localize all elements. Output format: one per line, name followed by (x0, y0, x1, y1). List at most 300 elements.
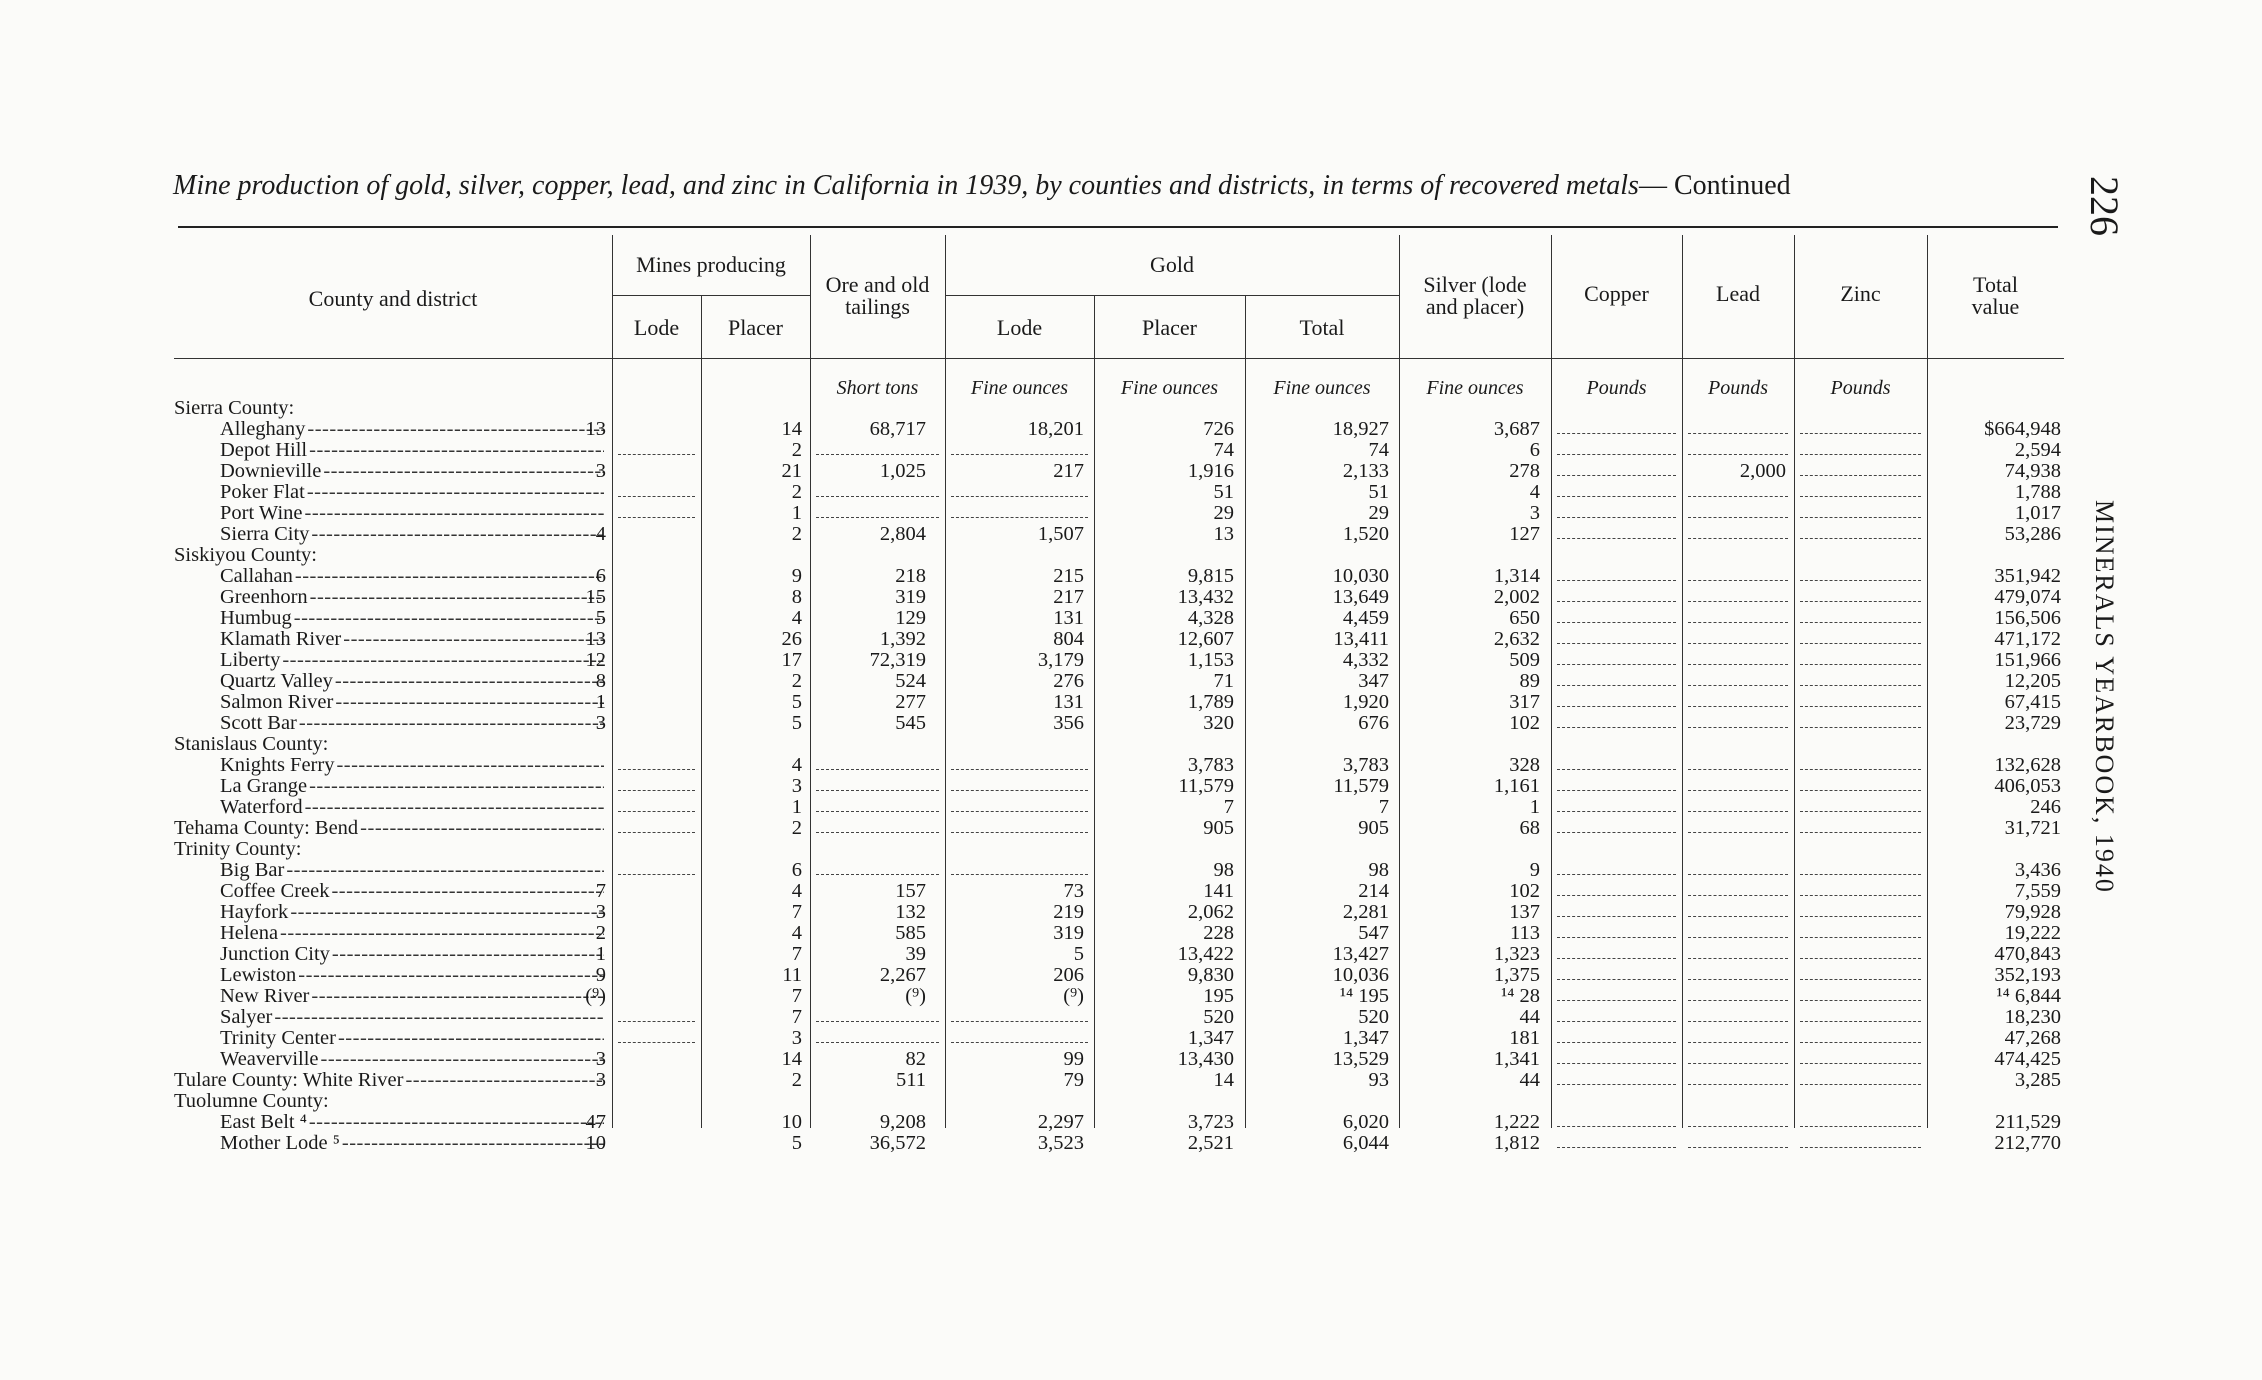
district-name: Klamath River ----- (174, 629, 604, 650)
cell-total: 47,268 (2004, 1027, 2061, 1049)
empty-cell-leader (951, 769, 1088, 770)
empty-cell-leader (1800, 811, 1921, 812)
district-name: East Belt ⁴ ----- (174, 1112, 604, 1133)
cell-gold-lode: 3,179 (1037, 649, 1084, 671)
unit-ore: Short tons (836, 377, 919, 399)
district-name: Big Bar ----- (174, 860, 604, 881)
table-row (174, 461, 2064, 482)
empty-cell-leader (1800, 643, 1921, 644)
cell-ore: 132 (895, 901, 926, 923)
district-name: Callahan ----- (174, 566, 604, 587)
header-gold-lode: Lode (996, 315, 1043, 340)
cell-gold-total: 1,347 (1342, 1027, 1389, 1049)
cell-gold-placer: 905 (1203, 817, 1234, 839)
cell-silver: 102 (1509, 712, 1540, 734)
empty-cell-leader (1800, 517, 1921, 518)
county-heading-row (174, 398, 2064, 419)
empty-cell-leader (816, 496, 939, 497)
empty-cell-leader (1557, 538, 1676, 539)
cell-gold-lode: 1,507 (1037, 523, 1084, 545)
unit-gold-total: Fine ounces (1273, 377, 1371, 399)
cell-silver: 127 (1509, 523, 1540, 545)
cell-gold-lode: 217 (1053, 460, 1084, 482)
cell-ore: 2,804 (879, 523, 926, 545)
cell-gold-lode: 18,201 (1027, 418, 1084, 440)
cell-gold-total: 6,020 (1342, 1111, 1389, 1133)
table-row (174, 1049, 2064, 1070)
cell-total: 352,193 (1994, 964, 2061, 986)
table-title (173, 170, 2058, 202)
district-name: Alleghany ----- (174, 419, 604, 440)
cell-total: 7,559 (2014, 880, 2061, 902)
cell-gold-lode: 356 (1053, 712, 1084, 734)
empty-cell-leader (951, 1021, 1088, 1022)
county-heading-row (174, 1091, 2064, 1112)
cell-placer: 7 (791, 1006, 802, 1028)
cell-silver: 1,314 (1493, 565, 1540, 587)
empty-cell-leader (1688, 643, 1788, 644)
cell-gold-placer: 3,783 (1187, 754, 1234, 776)
cell-placer: 4 (791, 607, 802, 629)
cell-gold-placer: 12,607 (1177, 628, 1234, 650)
empty-cell-leader (1800, 727, 1921, 728)
cell-silver: 1,341 (1493, 1048, 1540, 1070)
empty-cell-leader (951, 832, 1088, 833)
empty-cell-leader (618, 790, 695, 791)
cell-gold-placer: 29 (1213, 502, 1234, 524)
district-name: Port Wine ----- (174, 503, 604, 524)
table-title-suffix: — Continued (1638, 170, 1791, 201)
cell-gold-lode: 3,523 (1037, 1132, 1084, 1154)
district-name: Salyer ----- (174, 1007, 604, 1028)
cell-total: 132,628 (1994, 754, 2061, 776)
cell-total: 471,172 (1994, 628, 2061, 650)
cell-silver: 509 (1509, 649, 1540, 671)
cell-lode: 7 (595, 880, 606, 902)
cell-total: 351,942 (1994, 565, 2061, 587)
cell-gold-total: 13,411 (1333, 628, 1389, 650)
empty-cell-leader (1800, 664, 1921, 665)
empty-cell-leader (1557, 454, 1676, 455)
district-name: Weaverville ----- (174, 1049, 604, 1070)
county-heading-row (174, 545, 2064, 566)
cell-ore: 72,319 (869, 649, 926, 671)
empty-cell-leader (1557, 706, 1676, 707)
cell-lode: 3 (595, 1069, 606, 1091)
empty-cell-leader (1688, 895, 1788, 896)
cell-silver: 137 (1509, 901, 1540, 923)
empty-cell-leader (1800, 874, 1921, 875)
empty-cell-leader (1688, 1084, 1788, 1085)
cell-total: 31,721 (2004, 817, 2061, 839)
empty-cell-leader (1688, 433, 1788, 434)
title-rule (178, 226, 2058, 228)
cell-silver: 1,161 (1493, 775, 1540, 797)
empty-cell-leader (1688, 769, 1788, 770)
empty-cell-leader (1557, 433, 1676, 434)
empty-cell-leader (1800, 622, 1921, 623)
cell-gold-total: 1,520 (1342, 523, 1389, 545)
cell-gold-lode: 276 (1053, 670, 1084, 692)
cell-silver: 6 (1529, 439, 1540, 461)
empty-cell-leader (1557, 832, 1676, 833)
cell-gold-total: 74 (1368, 439, 1389, 461)
table-row (174, 1007, 2064, 1028)
cell-placer: 2 (791, 481, 802, 503)
empty-cell-leader (1557, 895, 1676, 896)
table-row (174, 671, 2064, 692)
cell-ore: 319 (895, 586, 926, 608)
cell-ore: 36,572 (869, 1132, 926, 1154)
empty-cell-leader (618, 1021, 695, 1022)
empty-cell-leader (1557, 790, 1676, 791)
cell-silver: 1,323 (1493, 943, 1540, 965)
district-name: Coffee Creek ----- (174, 881, 604, 902)
empty-cell-leader (618, 811, 695, 812)
cell-ore: 524 (895, 670, 926, 692)
cell-lode: 6 (595, 565, 606, 587)
empty-cell-leader (1688, 601, 1788, 602)
table-row (174, 587, 2064, 608)
empty-cell-leader (618, 874, 695, 875)
empty-cell-leader (618, 517, 695, 518)
cell-gold-placer: 9,815 (1187, 565, 1234, 587)
header-ore-line2: tailings (845, 294, 910, 319)
cell-gold-lode: (⁹) (1063, 985, 1084, 1007)
empty-cell-leader (1800, 916, 1921, 917)
cell-ore: 545 (895, 712, 926, 734)
cell-gold-total: 6,044 (1342, 1132, 1389, 1154)
empty-cell-leader (816, 517, 939, 518)
empty-cell-leader (1688, 1021, 1788, 1022)
cell-placer: 2 (791, 817, 802, 839)
empty-cell-leader (1800, 496, 1921, 497)
county-name: Sierra County: (174, 398, 295, 419)
subheader-rule (612, 295, 810, 296)
cell-placer: 6 (791, 859, 802, 881)
cell-gold-placer: 228 (1203, 922, 1234, 944)
empty-cell-leader (1557, 1126, 1676, 1127)
district-name: Sierra City ----- (174, 524, 604, 545)
cell-ore: 82 (905, 1048, 926, 1070)
cell-ore: 157 (895, 880, 926, 902)
cell-total: 23,729 (2004, 712, 2061, 734)
cell-silver: 181 (1509, 1027, 1540, 1049)
cell-lode: 12 (585, 649, 606, 671)
empty-cell-leader (1800, 895, 1921, 896)
cell-ore: 68,717 (869, 418, 926, 440)
cell-placer: 8 (791, 586, 802, 608)
empty-cell-leader (1557, 601, 1676, 602)
table-row (174, 524, 2064, 545)
empty-cell-leader (1800, 790, 1921, 791)
empty-cell-leader (1557, 1147, 1676, 1148)
empty-cell-leader (1688, 874, 1788, 875)
cell-gold-lode: 131 (1053, 691, 1084, 713)
cell-ore: 129 (895, 607, 926, 629)
table-row (174, 566, 2064, 587)
cell-placer: 26 (781, 628, 802, 650)
cell-gold-placer: 1,347 (1187, 1027, 1234, 1049)
cell-gold-lode: 5 (1073, 943, 1084, 965)
header-total-line1: Total (1973, 272, 2018, 297)
cell-total: ¹⁴ 6,844 (1996, 985, 2061, 1007)
cell-lode: 2 (595, 922, 606, 944)
cell-lode: (⁹) (585, 985, 606, 1007)
cell-silver: 3 (1529, 502, 1540, 524)
cell-gold-placer: 2,062 (1187, 901, 1234, 923)
empty-cell-leader (1800, 580, 1921, 581)
district-name: Lewiston ----- (174, 965, 604, 986)
header-gold: Gold (1150, 252, 1194, 277)
cell-total: 1,788 (2014, 481, 2061, 503)
cell-lode: 1 (595, 691, 606, 713)
district-name: Tulare County: White River ----- (174, 1070, 604, 1091)
county-heading-row (174, 839, 2064, 860)
running-head: MINERALS YEARBOOK, 1940 (2090, 500, 2119, 894)
cell-total: 53,286 (2004, 523, 2061, 545)
table-row (174, 776, 2064, 797)
empty-cell-leader (951, 517, 1088, 518)
table-row (174, 797, 2064, 818)
empty-cell-leader (1557, 685, 1676, 686)
header-mines-lode: Lode (633, 315, 680, 340)
cell-gold-placer: 71 (1213, 670, 1234, 692)
empty-cell-leader (1800, 937, 1921, 938)
cell-placer: 5 (791, 691, 802, 713)
cell-placer: 7 (791, 901, 802, 923)
empty-cell-leader (618, 832, 695, 833)
unit-silver: Fine ounces (1426, 377, 1524, 399)
table-row (174, 1133, 2064, 1154)
empty-cell-leader (1800, 1063, 1921, 1064)
page-number: 226 (2082, 176, 2127, 236)
empty-cell-leader (1688, 937, 1788, 938)
empty-cell-leader (1800, 601, 1921, 602)
empty-cell-leader (1800, 979, 1921, 980)
empty-cell-leader (1688, 454, 1788, 455)
cell-lode: 9 (595, 964, 606, 986)
empty-cell-leader (1557, 1000, 1676, 1001)
cell-silver: 1,812 (1493, 1132, 1540, 1154)
header-county: County and district (308, 286, 478, 311)
header-silver-line2: and placer) (1425, 294, 1525, 319)
empty-cell-leader (1688, 832, 1788, 833)
cell-silver: 9 (1529, 859, 1540, 881)
cell-total: 406,053 (1994, 775, 2061, 797)
cell-gold-lode: 319 (1053, 922, 1084, 944)
cell-total: 3,436 (2014, 859, 2061, 881)
empty-cell-leader (1688, 727, 1788, 728)
cell-silver: 89 (1519, 670, 1540, 692)
table-row (174, 1028, 2064, 1049)
cell-total: 151,966 (1994, 649, 2061, 671)
empty-cell-leader (951, 454, 1088, 455)
empty-cell-leader (618, 769, 695, 770)
empty-cell-leader (1557, 475, 1676, 476)
empty-cell-leader (1688, 1000, 1788, 1001)
unit-gold-placer: Fine ounces (1120, 377, 1219, 399)
cell-lode: 3 (595, 460, 606, 482)
header-lead: Lead (1716, 281, 1760, 306)
cell-lode: 13 (585, 418, 606, 440)
empty-cell-leader (1688, 811, 1788, 812)
cell-ore: 2,267 (879, 964, 926, 986)
district-name: Greenhorn ----- (174, 587, 604, 608)
cell-placer: 2 (791, 670, 802, 692)
production-table (174, 235, 2064, 1154)
cell-gold-total: 18,927 (1332, 418, 1389, 440)
table-row (174, 1112, 2064, 1133)
cell-gold-placer: 726 (1203, 418, 1234, 440)
cell-ore: 585 (895, 922, 926, 944)
cell-gold-total: 93 (1368, 1069, 1389, 1091)
cell-gold-total: 676 (1358, 712, 1389, 734)
empty-cell-leader (1800, 1084, 1921, 1085)
cell-gold-total: 347 (1358, 670, 1389, 692)
table-row (174, 608, 2064, 629)
empty-cell-leader (1557, 1021, 1676, 1022)
cell-total: 470,843 (1994, 943, 2061, 965)
header-ore-line1: Ore and old (825, 272, 930, 297)
empty-cell-leader (1557, 874, 1676, 875)
cell-gold-total: 7 (1378, 796, 1389, 818)
header-mines-placer: Placer (728, 315, 783, 340)
cell-total: 79,928 (2004, 901, 2061, 923)
empty-cell-leader (816, 832, 939, 833)
cell-placer: 9 (791, 565, 802, 587)
empty-cell-leader (1688, 580, 1788, 581)
cell-gold-placer: 1,916 (1187, 460, 1234, 482)
cell-gold-total: 4,459 (1342, 607, 1389, 629)
unit-gold-lode: Fine ounces (970, 377, 1069, 399)
unit-lead: Pounds (1708, 377, 1768, 399)
cell-gold-placer: 520 (1203, 1006, 1234, 1028)
cell-gold-placer: 1,789 (1187, 691, 1234, 713)
cell-placer: 3 (791, 775, 802, 797)
table-row (174, 482, 2064, 503)
empty-cell-leader (1800, 685, 1921, 686)
empty-cell-leader (618, 496, 695, 497)
cell-lode: 8 (595, 670, 606, 692)
empty-cell-leader (1688, 517, 1788, 518)
empty-cell-leader (816, 790, 939, 791)
cell-placer: 4 (791, 880, 802, 902)
cell-gold-placer: 13 (1213, 523, 1234, 545)
cell-placer: 10 (781, 1111, 802, 1133)
cell-total: 12,205 (2004, 670, 2061, 692)
cell-total: 479,074 (1994, 586, 2061, 608)
cell-gold-total: 10,030 (1332, 565, 1389, 587)
cell-lead: 2,000 (1739, 460, 1786, 482)
cell-gold-total: 11,579 (1333, 775, 1389, 797)
cell-gold-total: 520 (1358, 1006, 1389, 1028)
cell-lode: 15 (585, 586, 606, 608)
cell-total: $664,948 (1984, 418, 2061, 440)
cell-placer: 2 (791, 1069, 802, 1091)
cell-gold-lode: 99 (1063, 1048, 1084, 1070)
empty-cell-leader (951, 874, 1088, 875)
cell-placer: 7 (791, 943, 802, 965)
cell-placer: 17 (781, 649, 802, 671)
header-mines-producing: Mines producing (636, 252, 786, 277)
cell-placer: 5 (791, 1132, 802, 1154)
cell-placer: 14 (781, 1048, 802, 1070)
cell-gold-placer: 13,422 (1177, 943, 1234, 965)
header-gold-total: Total (1299, 315, 1345, 340)
cell-gold-total: 2,281 (1342, 901, 1389, 923)
table-row (174, 860, 2064, 881)
cell-placer: 1 (791, 502, 802, 524)
cell-lode: 4 (595, 523, 606, 545)
cell-gold-placer: 13,432 (1177, 586, 1234, 608)
table-row (174, 881, 2064, 902)
empty-cell-leader (1557, 958, 1676, 959)
cell-silver: 44 (1519, 1006, 1540, 1028)
cell-gold-lode: 804 (1053, 628, 1084, 650)
table-row (174, 902, 2064, 923)
empty-cell-leader (1688, 664, 1788, 665)
empty-cell-leader (618, 454, 695, 455)
cell-total: 74,938 (2004, 460, 2061, 482)
district-name: Liberty ----- (174, 650, 604, 671)
empty-cell-leader (816, 1042, 939, 1043)
empty-cell-leader (1557, 643, 1676, 644)
district-name: Hayfork ----- (174, 902, 604, 923)
district-name: Depot Hill ----- (174, 440, 604, 461)
district-name: New River ----- (174, 986, 604, 1007)
district-name: Tehama County: Bend ----- (174, 818, 604, 839)
empty-cell-leader (1688, 1126, 1788, 1127)
table-row (174, 755, 2064, 776)
empty-cell-leader (1688, 916, 1788, 917)
county-name: Siskiyou County: (174, 545, 317, 566)
header-total-line2: value (1971, 294, 2020, 319)
cell-gold-total: 51 (1368, 481, 1389, 503)
cell-silver: 3,687 (1493, 418, 1540, 440)
empty-cell-leader (816, 769, 939, 770)
empty-cell-leader (1688, 706, 1788, 707)
cell-silver: 1,222 (1493, 1111, 1540, 1133)
cell-gold-placer: 11,579 (1178, 775, 1234, 797)
cell-gold-total: 13,649 (1332, 586, 1389, 608)
empty-cell-leader (1557, 727, 1676, 728)
cell-gold-total: 10,036 (1332, 964, 1389, 986)
cell-silver: ¹⁴ 28 (1501, 985, 1540, 1007)
district-name: La Grange ----- (174, 776, 604, 797)
cell-gold-lode: 206 (1053, 964, 1084, 986)
table-row (174, 986, 2064, 1007)
district-name: Salmon River ----- (174, 692, 604, 713)
empty-cell-leader (1800, 433, 1921, 434)
empty-cell-leader (951, 811, 1088, 812)
cell-gold-total: 547 (1358, 922, 1389, 944)
unit-copper: Pounds (1586, 377, 1647, 399)
empty-cell-leader (1800, 1147, 1921, 1148)
empty-cell-leader (1688, 685, 1788, 686)
cell-silver: 650 (1509, 607, 1540, 629)
cell-total: 474,425 (1994, 1048, 2061, 1070)
empty-cell-leader (1800, 958, 1921, 959)
cell-gold-total: 29 (1368, 502, 1389, 524)
empty-cell-leader (816, 1021, 939, 1022)
empty-cell-leader (1800, 454, 1921, 455)
subheader-rule (945, 295, 1399, 296)
empty-cell-leader (1688, 1042, 1788, 1043)
empty-cell-leader (1557, 1063, 1676, 1064)
cell-silver: 113 (1510, 922, 1540, 944)
cell-gold-placer: 141 (1203, 880, 1234, 902)
